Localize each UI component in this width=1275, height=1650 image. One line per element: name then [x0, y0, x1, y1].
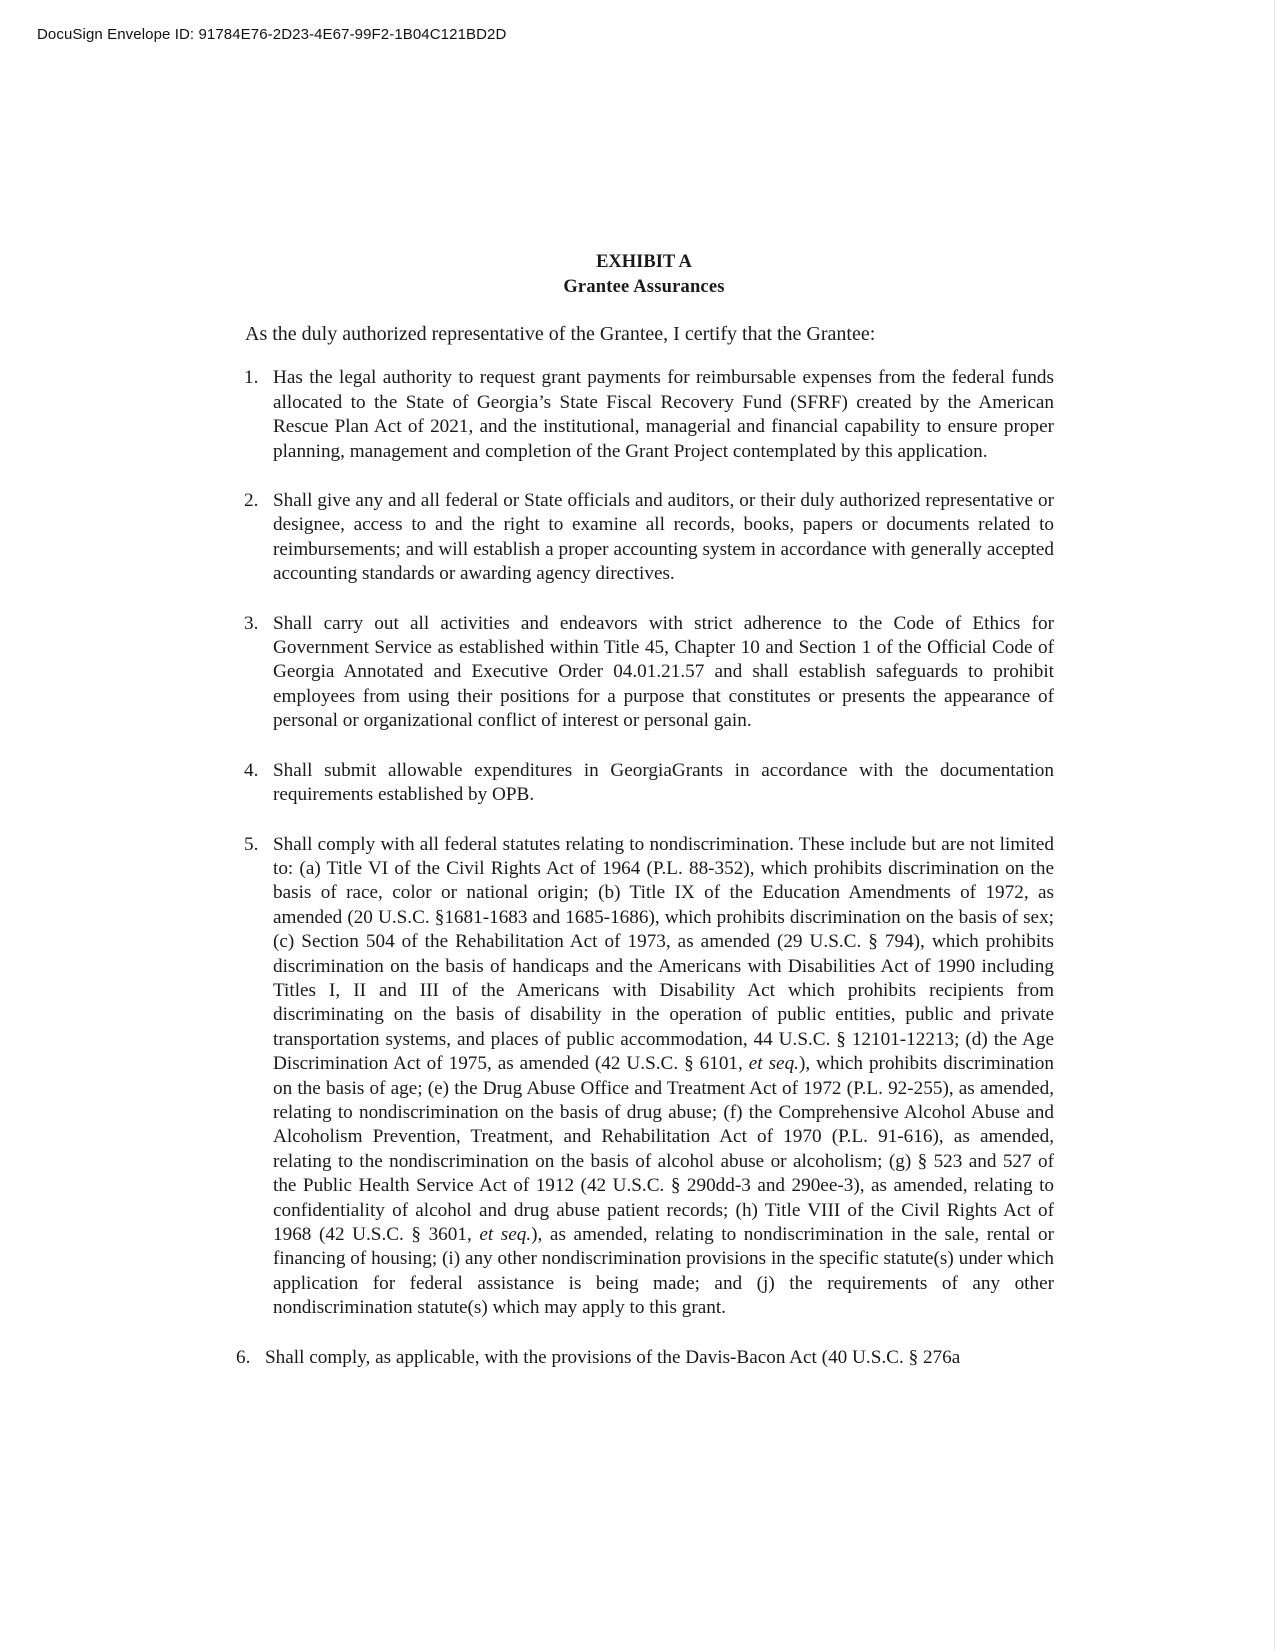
- list-item-3: [244, 612, 1054, 734]
- list-item-text: [273, 833, 1054, 1321]
- italic-et-seq: et seq.: [479, 1224, 532, 1245]
- list-item-text: Shall submit allowable expenditures in GeorgiaGrants in accordance with the documentation requirements established by OPB.: [273, 759, 1054, 806]
- list-item-text: Has the legal authority to request grant payments for reimbursable expenses from the federal funds allocated to the State of Georgia’s State Fiscal Recovery Fund (SFRF) created by the American Rescue Plan Act of 2021, and the institutional, managerial and financial capability to ensure proper planning, management and completion of the Grant Project contemplated by this application.: [273, 367, 1054, 462]
- text-segment: ), which prohibits discrimination on the basis of age; (e) the Drug Abuse Office and Treatment Act of 1972 (P.L. 92-255), as amended, relating to nondiscrimination on the basis of drug abuse; (f) the Comprehensive Alcohol Abuse and Alcoholism Prevention, Treatment, and Rehabilitation Act of 1970 (P.L. 91-616), as amended, relating to the nondiscrimination on the basis of alcohol abuse or alcoholism; (g) § 523 and 527 of the Public Health Service Act of 1912 (42 U.S.C. § 290dd-3 and 290ee-3), as amended, relating to confidentiality of alcohol and drug abuse patient records; (h) Title VIII of the Civil Rights Act of 1968 (42 U.S.C. § 3601,: [273, 1053, 1054, 1245]
- list-item-number: 2.: [244, 490, 259, 512]
- italic-et-seq: et seq.: [748, 1053, 799, 1075]
- list-item-text: Shall carry out all activities and endeavors with strict adherence to the Code of Ethics for Government Service as established within Title 45, Chapter 10 and Section 1 of the Official Code of Georgia Annotated and Executive Order 04.01.21.57 and shall establish safeguards to prohibit employees from using their positions for a purpose that constitutes or presents the appearance of personal or organizational conflict of interest or personal gain.: [273, 612, 1054, 732]
- list-item-number: 1.: [244, 367, 259, 389]
- list-item-number: 3.: [244, 612, 259, 634]
- document-title: EXHIBIT A: [596, 252, 692, 272]
- docusign-envelope-id: DocuSign Envelope ID: 91784E76-2D23-4E67-99F2-1B04C121BD2D: [37, 26, 507, 43]
- list-item-4: [244, 759, 1054, 808]
- list-item-number: 4.: [244, 759, 259, 781]
- list-item-number: 6.: [236, 1346, 251, 1368]
- list-item-2: [244, 489, 1054, 587]
- list-item-number: 5.: [244, 833, 259, 855]
- text-segment: ), as amended, relating to nondiscrimination in the sale, rental or financing of housing; (i) any other nondiscrimination provisions in the specific statute(s) under which application for federal assistance is being made; and (j) the requirements of any other nondiscrimination statute(s) which may apply to this grant.: [273, 1224, 1054, 1319]
- list-item-6: [236, 1346, 1054, 1370]
- list-item-text: Shall comply, as applicable, with the provisions of the Davis-Bacon Act (40 U.S.C. § 276a: [265, 1346, 961, 1368]
- document-page: [236, 250, 1054, 1395]
- list-item-5: [244, 833, 1054, 1321]
- intro-paragraph: As the duly authorized representative of the Grantee, I certify that the Grantee:: [245, 323, 876, 345]
- assurance-list: [236, 366, 1054, 1370]
- list-item-text: Shall give any and all federal or State officials and auditors, or their duly authorized representative or designee, access to and the right to examine all records, books, papers or documents related to reimbursements; and will establish a proper accounting system in accordance with generally accepted accounting standards or awarding agency directives.: [273, 490, 1054, 585]
- document-subtitle: Grantee Assurances: [563, 277, 725, 297]
- list-item-1: [244, 366, 1054, 464]
- text-segment: Shall comply with all federal statutes relating to nondiscrimination. These include but are not limited to: (a) Title VI of the Civil Rights Act of 1964 (P.L. 88-352), which prohibits discrimination on the basis of race, color or national origin; (b) Title IX of the Education Amendments of 1972, as amended (20 U.S.C. §1681-1683 and 1685-1686), which prohibits discrimination on the basis of sex; (c) Section 504 of the Rehabilitation Act of 1973, as amended (29 U.S.C. § 794), which prohibits discrimination on the basis of handicaps and the Americans with Disabilities Act of 1990 including Titles I, II and III of the Americans with Disability Act which prohibits recipients from discriminating on the basis of disability in the operation of public entities, public and private transportation systems, and places of public accommodation, 44 U.S.C. § 12101-12213; (d) the Age Discrimination Act of 1975, as amended (42 U.S.C. § 6101,: [273, 833, 1054, 1075]
